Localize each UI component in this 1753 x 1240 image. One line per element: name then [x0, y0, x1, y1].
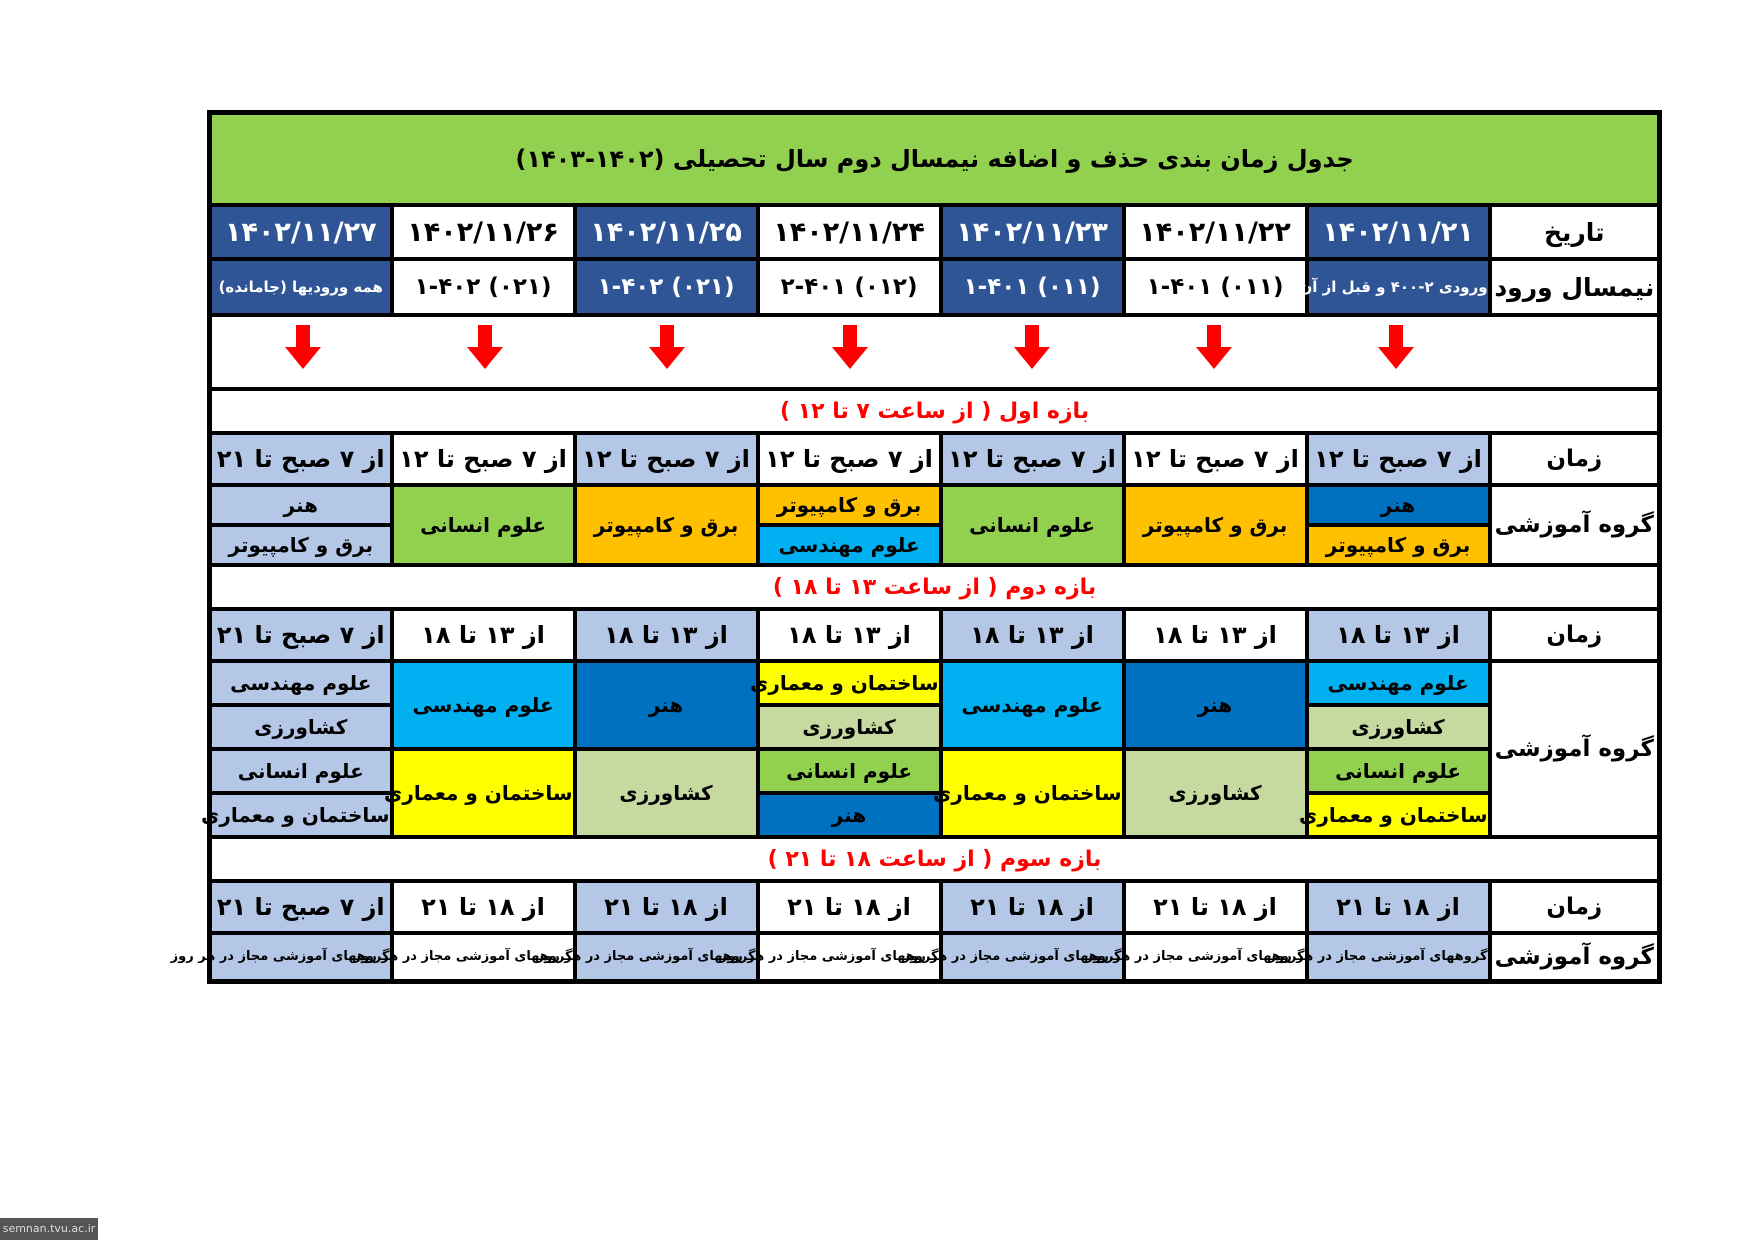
entry-cell: همه ورودیها (جامانده): [210, 259, 392, 315]
allowed-groups-cell: گروههای آموزشی مجاز در هر روز: [941, 933, 1124, 981]
entry-cell: ورودی ۲-۴۰۰ و قبل از آن: [1307, 259, 1490, 315]
group-cell: علوم انسانی: [941, 485, 1124, 565]
entry-cell: (۰۲۱) ۱-۴۰۲: [575, 259, 758, 315]
time-label: زمان: [1490, 881, 1660, 933]
group-cell: برق و کامپیوتر: [1124, 485, 1307, 565]
band-title: بازه دوم ( از ساعت ۱۳ تا ۱۸ ): [210, 565, 1660, 609]
time-cell: از ۷ صبح تا ۲۱: [210, 881, 392, 933]
allowed-groups-cell: گروههای آموزشی مجاز در هر روز: [210, 933, 392, 981]
group-cell: هنر: [1307, 485, 1490, 525]
entry-cell: (۰۱۱) ۱-۴۰۱: [1124, 259, 1307, 315]
time-cell: از ۱۸ تا ۲۱: [1124, 881, 1307, 933]
group-cell: ساختمان و معماری: [392, 749, 575, 837]
arrow-row: [210, 315, 1660, 389]
group-cell: هنر: [575, 661, 758, 749]
time-cell: از ۱۸ تا ۲۱: [392, 881, 575, 933]
site-watermark: semnan.tvu.ac.ir: [0, 1218, 98, 1240]
group-cell: هنر: [210, 485, 392, 525]
group-cell: علوم انسانی: [1307, 749, 1490, 793]
down-arrow-icon: [1196, 347, 1232, 369]
time-cell: از ۱۸ تا ۲۱: [941, 881, 1124, 933]
time-label: زمان: [1490, 609, 1660, 661]
time-cell: از ۱۳ تا ۱۸: [941, 609, 1124, 661]
band-title: بازه سوم ( از ساعت ۱۸ تا ۲۱ ): [210, 837, 1660, 881]
group-cell: کشاورزی: [758, 705, 941, 749]
time-cell: از ۷ صبح تا ۲۱: [210, 609, 392, 661]
time-cell: از ۷ صبح تا ۱۲: [575, 433, 758, 485]
group-cell: ساختمان و معماری: [941, 749, 1124, 837]
time-cell: از ۷ صبح تا ۱۲: [392, 433, 575, 485]
time-cell: از ۱۳ تا ۱۸: [758, 609, 941, 661]
group-cell: علوم مهندسی: [210, 661, 392, 705]
group-cell: برق و کامپیوتر: [575, 485, 758, 565]
time-cell: از ۱۳ تا ۱۸: [1124, 609, 1307, 661]
group-cell: علوم مهندسی: [392, 661, 575, 749]
allowed-groups-cell: گروههای آموزشی مجاز در هر روز: [392, 933, 575, 981]
allowed-groups-cell: گروههای آموزشی مجاز در هر روز: [758, 933, 941, 981]
date-cell: ۱۴۰۲/۱۱/۲۲: [1124, 205, 1307, 259]
date-cell: ۱۴۰۲/۱۱/۲۶: [392, 205, 575, 259]
date-cell: ۱۴۰۲/۱۱/۲۷: [210, 205, 392, 259]
group-cell: ساختمان و معماری: [210, 793, 392, 837]
time-cell: از ۱۳ تا ۱۸: [1307, 609, 1490, 661]
time-cell: از ۷ صبح تا ۱۲: [758, 433, 941, 485]
group-cell: علوم انسانی: [758, 749, 941, 793]
group-cell: ساختمان و معماری: [1307, 793, 1490, 837]
group-label: گروه آموزشی: [1490, 485, 1660, 565]
group-cell: ساختمان و معماری: [758, 661, 941, 705]
allowed-groups-cell: گروههای آموزشی مجاز در هر روز: [1307, 933, 1490, 981]
time-cell: از ۱۸ تا ۲۱: [758, 881, 941, 933]
time-cell: از ۱۸ تا ۲۱: [575, 881, 758, 933]
table-title: جدول زمان بندی حذف و اضافه نیمسال دوم سال تحصیلی (۱۴۰۲-۱۴۰۳): [210, 113, 1660, 206]
down-arrow-icon: [1378, 347, 1414, 369]
group-cell: کشاورزی: [1307, 705, 1490, 749]
time-label: زمان: [1490, 433, 1660, 485]
allowed-groups-cell: گروههای آموزشی مجاز در هر روز: [575, 933, 758, 981]
group-cell: علوم مهندسی: [758, 525, 941, 565]
time-cell: از ۱۳ تا ۱۸: [392, 609, 575, 661]
allowed-groups-cell: گروههای آموزشی مجاز در هر روز: [1124, 933, 1307, 981]
time-cell: از ۱۸ تا ۲۱: [1307, 881, 1490, 933]
entry-cell: (۰۱۱) ۱-۴۰۱: [941, 259, 1124, 315]
group-label: گروه آموزشی: [1490, 933, 1660, 981]
group-cell: کشاورزی: [210, 705, 392, 749]
date-label: تاریخ: [1490, 205, 1660, 259]
schedule-table: [170, 110, 1662, 984]
entry-label: نیمسال ورود: [1490, 259, 1660, 315]
time-cell: از ۷ صبح تا ۱۲: [941, 433, 1124, 485]
down-arrow-icon: [467, 347, 503, 369]
time-cell: از ۱۳ تا ۱۸: [575, 609, 758, 661]
time-cell: از ۷ صبح تا ۱۲: [1307, 433, 1490, 485]
date-cell: ۱۴۰۲/۱۱/۲۴: [758, 205, 941, 259]
time-cell: از ۷ صبح تا ۲۱: [210, 433, 392, 485]
down-arrow-icon: [832, 347, 868, 369]
group-cell: کشاورزی: [575, 749, 758, 837]
band-title: بازه اول ( از ساعت ۷ تا ۱۲ ): [210, 389, 1660, 433]
group-cell: علوم مهندسی: [1307, 661, 1490, 705]
down-arrow-icon: [649, 347, 685, 369]
group-cell: برق و کامپیوتر: [758, 485, 941, 525]
group-cell: علوم مهندسی: [941, 661, 1124, 749]
group-cell: علوم انسانی: [210, 749, 392, 793]
group-cell: هنر: [758, 793, 941, 837]
entry-cell: (۰۱۲) ۲-۴۰۱: [758, 259, 941, 315]
time-cell: از ۷ صبح تا ۱۲: [1124, 433, 1307, 485]
group-cell: علوم انسانی: [392, 485, 575, 565]
date-cell: ۱۴۰۲/۱۱/۲۱: [1307, 205, 1490, 259]
down-arrow-icon: [1014, 347, 1050, 369]
down-arrow-icon: [285, 347, 321, 369]
group-cell: کشاورزی: [1124, 749, 1307, 837]
group-cell: هنر: [1124, 661, 1307, 749]
group-cell: برق و کامپیوتر: [1307, 525, 1490, 565]
entry-cell: (۰۲۱) ۱-۴۰۲: [392, 259, 575, 315]
group-label: گروه آموزشی: [1490, 661, 1660, 837]
date-cell: ۱۴۰۲/۱۱/۲۳: [941, 205, 1124, 259]
date-cell: ۱۴۰۲/۱۱/۲۵: [575, 205, 758, 259]
group-cell: برق و کامپیوتر: [210, 525, 392, 565]
